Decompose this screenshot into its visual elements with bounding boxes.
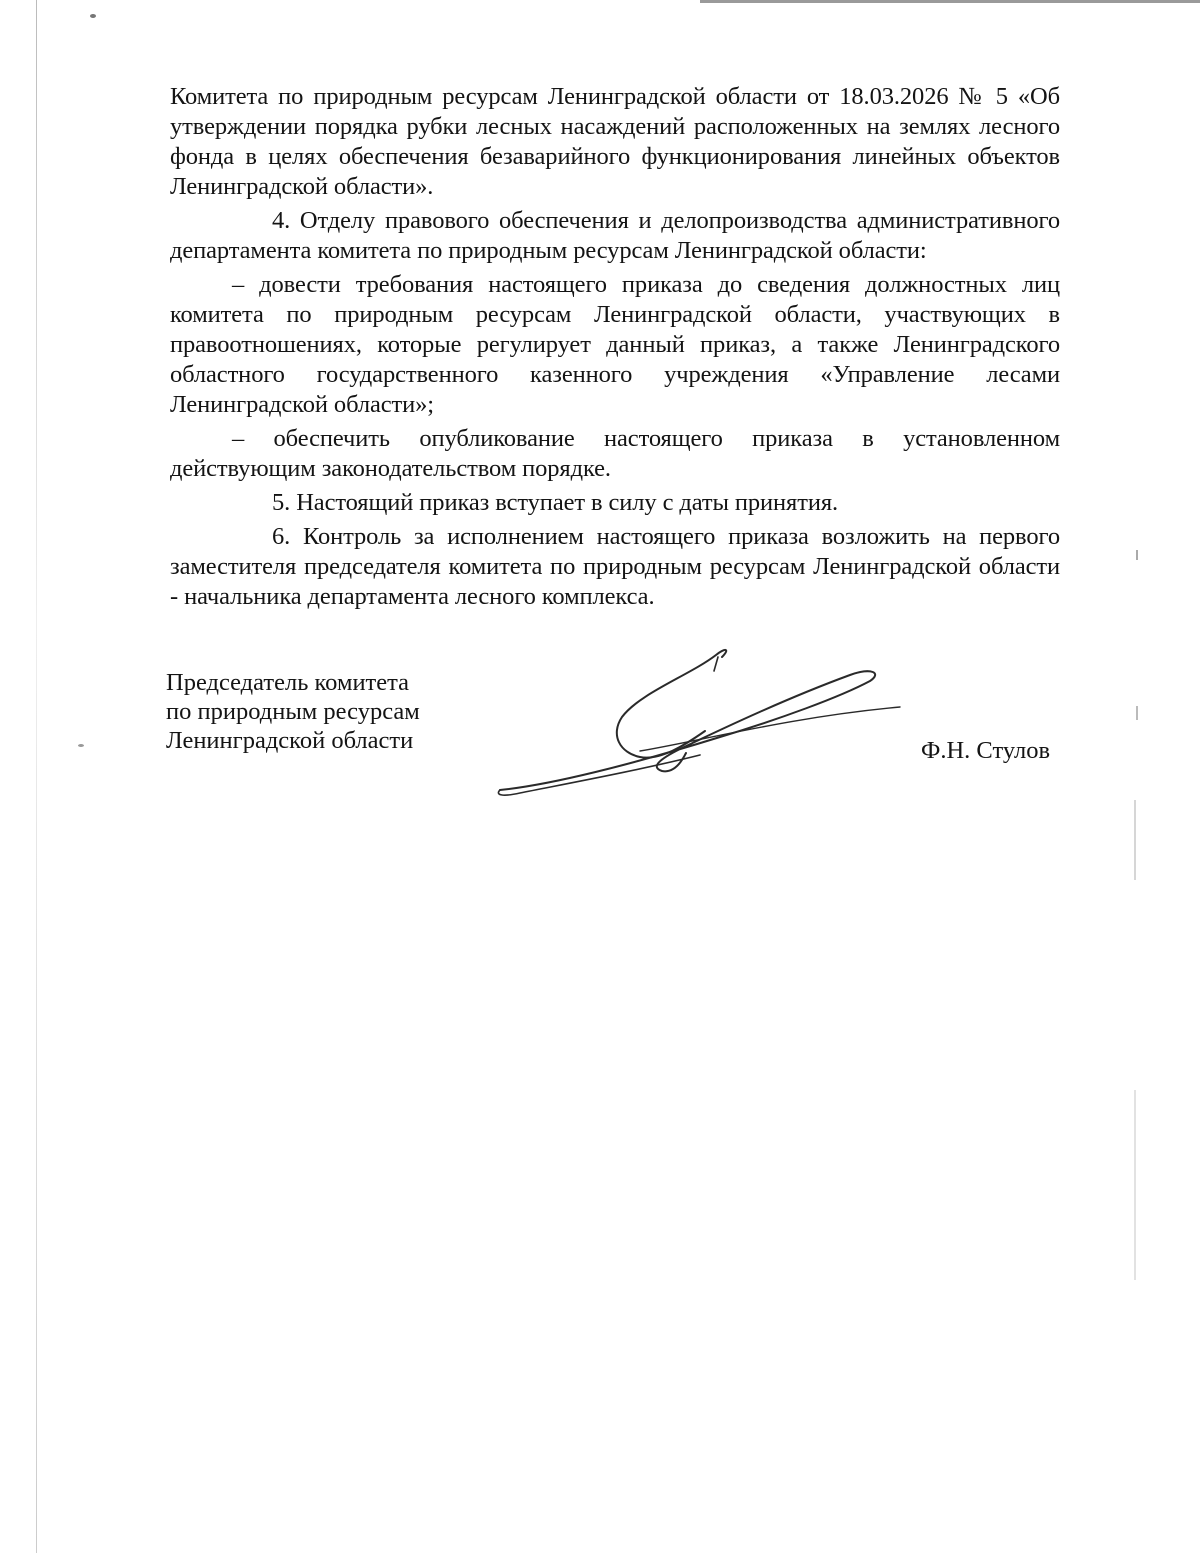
signer-position bbox=[166, 668, 420, 755]
paragraph-reference: Комитета по природным ресурсам Ленинградской области от 18.03.2026 № 5 «Об утверждении порядка рубки лесных насаждений расположенных на землях лесного фонда в целях обеспечения безаварийного функционирования линейных объектов Ленинградской области». bbox=[170, 83, 1060, 200]
scan-speck bbox=[78, 744, 84, 747]
signer-position-line: Ленинградской области bbox=[166, 727, 414, 754]
scan-speck bbox=[90, 14, 96, 18]
signer-name: Ф.Н. Стулов bbox=[921, 737, 1051, 764]
scan-edge-top bbox=[700, 0, 1200, 3]
scan-edge-right bbox=[1134, 800, 1136, 880]
paragraph-dash-2: – обеспечить опубликование настоящего приказа в установленном действующим законодательством порядке. bbox=[170, 425, 1060, 482]
scan-edge-left bbox=[36, 0, 37, 1553]
signer-position-line: Председатель комитета bbox=[166, 669, 410, 696]
paragraph-dash-1: – довести требования настоящего приказа до сведения должностных лиц комитета по природным ресурсам Ленинградской области, участвующих в правоотношениях, которые регулирует данный приказ, а также Ленинградского областного государственного казенного учреждения «Управление лесами Ленинградской области»; bbox=[170, 271, 1060, 418]
paragraph-item-6: 6. Контроль за исполнением настоящего приказа возложить на первого заместителя председателя комитета по природным ресурсам Ленинградской области - начальника департамента лесного комплекса. bbox=[170, 523, 1060, 610]
paragraph-item-5: 5. Настоящий приказ вступает в силу с даты принятия. bbox=[272, 489, 839, 516]
paragraph-item-4: 4. Отделу правового обеспечения и делопроизводства административного департамента комитета по природным ресурсам Ленинградской области: bbox=[170, 207, 1060, 264]
scan-speck bbox=[1136, 706, 1138, 720]
handwritten-signature bbox=[490, 645, 910, 805]
document-body bbox=[170, 82, 1060, 616]
signer-position-line: по природным ресурсам bbox=[166, 698, 420, 725]
scan-speck bbox=[1136, 550, 1138, 560]
scan-edge-right-lower bbox=[1134, 1090, 1136, 1280]
